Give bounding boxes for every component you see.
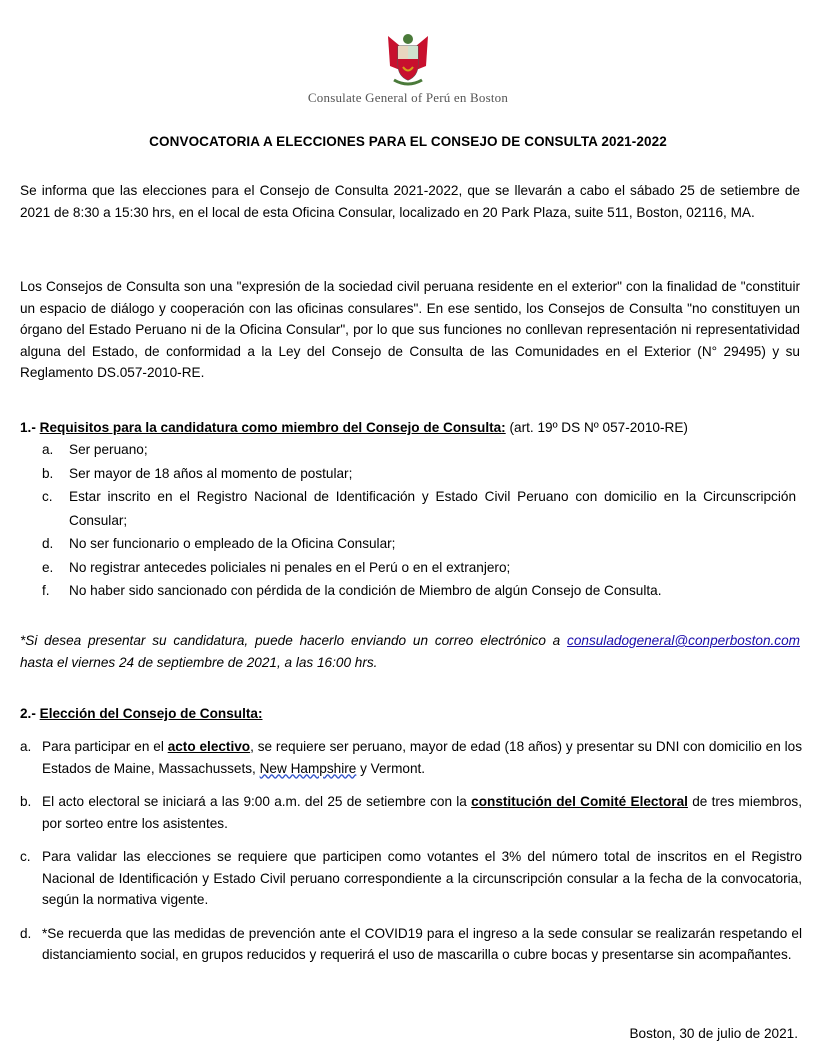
section-requisitos bbox=[20, 417, 810, 603]
list-item: c. Para validar las elecciones se requiere que participen como votantes el 3% del número total de inscritos en el Registro Nacional de Identificación y Estado Civil peruano correspondiente a la circunscripción consular a la fecha de la convocatoria, según la normativa vigente. bbox=[20, 849, 802, 907]
consulate-name: Consulate General of Perú en Boston bbox=[307, 90, 509, 105]
list-item: a. Ser peruano; bbox=[42, 442, 148, 457]
document-title: CONVOCATORIA A ELECCIONES PARA EL CONSEJO DE CONSULTA 2021-2022 bbox=[149, 134, 667, 149]
list-item: b. El acto electoral se iniciará a las 9:00 a.m. del 25 de setiembre con la constitución del Comité Electoral de tres miembros, por sorteo entre los asistentes. bbox=[20, 794, 802, 831]
section-requisitos-heading bbox=[20, 417, 810, 438]
list-item: e. No registrar antecedes policiales ni penales en el Perú o en el extranjero; bbox=[42, 559, 511, 575]
candidacy-note: *Si desea presentar su candidatura, puede hacerlo enviando un correo electrónico a consuladogeneral@conperboston.com hasta el viernes 24 de septiembre de 2021, a las 16:00 hrs. bbox=[20, 633, 800, 670]
section-requisitos-reference: (art. 19º DS Nº 057-2010-RE) bbox=[509, 420, 688, 435]
section-requisitos-title: Requisitos para la candidatura como miembro del Consejo de Consulta: bbox=[39, 420, 506, 435]
intro-paragraph: Se informa que las elecciones para el Consejo de Consulta 2021-2022, que se llevarán a cabo el sábado 25 de setiembre de 2021 de 8:30 a 15:30 hrs, en el local de esta Oficina Consular, localizado en 20 Park Plaza, suite 511, Boston, 02116, MA. bbox=[20, 183, 800, 220]
consejos-paragraph: Los Consejos de Consulta son una "expresión de la sociedad civil peruana residente en el exterior" con la finalidad de "constituir un espacio de diálogo y cooperación con las oficinas consulares". En ese sentido, los Consejos de Consulta "no constituyen un órgano del Estado Peruano ni de la Oficina Consular", por lo que sus funciones no conllevan representación ni representatividad alguna del Estado, de conformidad a la Ley del Consejo de Consulta de las Comunidades en el Exterior (N° 29495) y su Reglamento DS.057-2010-RE. bbox=[20, 279, 800, 380]
letterhead bbox=[0, 30, 816, 106]
list-item: d. *Se recuerda que las medidas de prevención ante el COVID19 para el ingreso a la sede consular se realizarán respetando el distanciamiento social, en grupos reducidos y requerirá el uso de mascarilla o cubre bocas y presentarse sin acompañantes. bbox=[20, 925, 802, 962]
section-number: 1.- bbox=[20, 420, 36, 435]
section-eleccion-title: Elección del Consejo de Consulta: bbox=[39, 706, 263, 721]
section-number: 2.- bbox=[20, 706, 36, 721]
email-link[interactable]: consuladogeneral@conperboston.com bbox=[567, 633, 800, 648]
eleccion-list bbox=[20, 736, 802, 978]
list-item: c. Estar inscrito en el Registro Nacional de Identificación y Estado Civil Peruano con domicilio en la Circunscripción Consular; bbox=[42, 489, 796, 528]
requisitos-list bbox=[20, 438, 810, 603]
list-item: b. Ser mayor de 18 años al momento de postular; bbox=[42, 465, 353, 481]
section-eleccion-heading bbox=[20, 706, 262, 721]
peru-coat-of-arms-icon bbox=[382, 30, 434, 88]
date-signature: Boston, 30 de julio de 2021. bbox=[629, 1026, 798, 1041]
list-item: a. Para participar en el acto electivo, se requiere ser peruano, mayor de edad (18 años) y presentar su DNI con domicilio en los Estados de Maine, Massachussets, New Hampshire y Vermont. bbox=[20, 739, 802, 776]
list-item: f. No haber sido sancionado con pérdida de la condición de Miembro de algún Consejo de Consulta. bbox=[42, 583, 662, 598]
list-item: d. No ser funcionario o empleado de la Oficina Consular; bbox=[42, 536, 396, 551]
